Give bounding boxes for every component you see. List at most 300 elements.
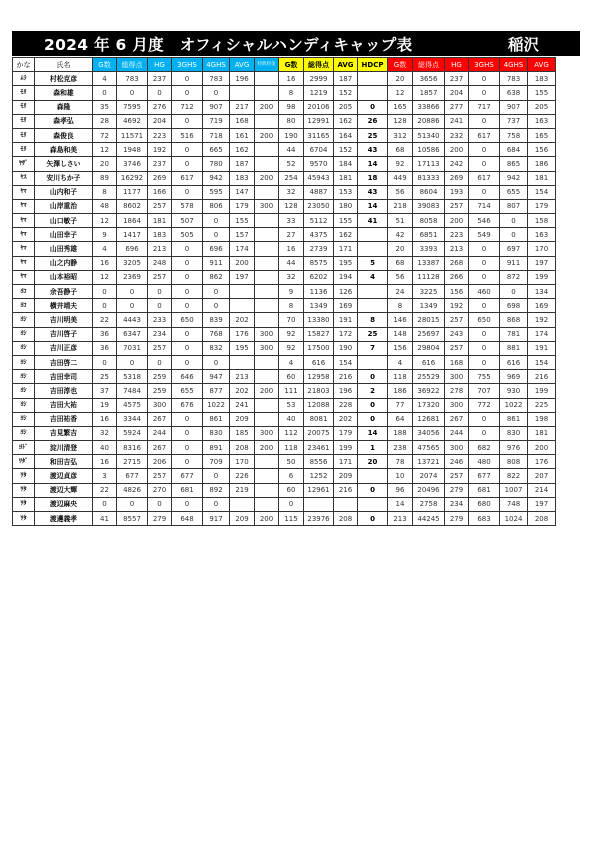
- kana-cell: ﾜﾀ: [13, 469, 35, 483]
- value-cell: 6: [279, 469, 304, 483]
- value-cell: [255, 228, 279, 242]
- column-header: 3GHS: [172, 58, 203, 72]
- value-cell: 267: [445, 412, 469, 426]
- value-cell: 112: [279, 426, 304, 440]
- value-cell: 21803: [304, 384, 334, 398]
- value-cell: 223: [445, 228, 469, 242]
- value-cell: 188: [388, 426, 413, 440]
- column-header: AVG: [528, 58, 556, 72]
- value-cell: 300: [148, 398, 172, 412]
- value-cell: 0: [172, 185, 203, 199]
- value-cell: 911: [500, 256, 528, 270]
- name-cell: 村松克彦: [35, 72, 93, 86]
- value-cell: 0: [172, 497, 203, 511]
- table-row: [13, 72, 556, 86]
- value-cell: 196: [334, 384, 358, 398]
- value-cell: 205: [334, 100, 358, 114]
- hdcp-cell: [358, 355, 388, 369]
- kana-cell: ﾑﾗ: [13, 72, 35, 86]
- table-row: [13, 100, 556, 114]
- value-cell: [255, 86, 279, 100]
- name-cell: 淀川清登: [35, 441, 93, 455]
- value-cell: 578: [172, 199, 203, 213]
- kana-cell: ﾖｼ: [13, 412, 35, 426]
- value-cell: 0: [469, 341, 500, 355]
- value-cell: 546: [469, 214, 500, 228]
- value-cell: 7031: [117, 341, 148, 355]
- value-cell: 68: [388, 256, 413, 270]
- column-header: G数: [388, 58, 413, 72]
- value-cell: 277: [445, 100, 469, 114]
- value-cell: [255, 469, 279, 483]
- value-cell: 170: [528, 242, 556, 256]
- value-cell: 617: [469, 128, 500, 142]
- column-header: 4GHS: [203, 58, 230, 72]
- value-cell: 0: [203, 228, 230, 242]
- value-cell: 42: [388, 228, 413, 242]
- value-cell: 128: [279, 199, 304, 213]
- value-cell: 153: [334, 185, 358, 199]
- value-cell: 707: [469, 384, 500, 398]
- value-cell: 507: [172, 214, 203, 228]
- kana-cell: ﾔﾏ: [13, 214, 35, 228]
- value-cell: 92: [279, 341, 304, 355]
- value-cell: 208: [528, 512, 556, 526]
- hdcp-cell: 0: [358, 483, 388, 497]
- value-cell: [255, 412, 279, 426]
- value-cell: 209: [230, 412, 255, 426]
- value-cell: 28: [93, 114, 117, 128]
- table-row: [13, 157, 556, 171]
- value-cell: 80: [279, 114, 304, 128]
- value-cell: 16: [93, 412, 117, 426]
- value-cell: 12991: [304, 114, 334, 128]
- value-cell: 4887: [304, 185, 334, 199]
- value-cell: 2739: [304, 242, 334, 256]
- value-cell: 161: [230, 128, 255, 142]
- value-cell: 241: [230, 398, 255, 412]
- name-cell: 安川ちか子: [35, 171, 93, 185]
- name-cell: 吉川正彦: [35, 341, 93, 355]
- value-cell: 164: [334, 128, 358, 142]
- value-cell: 13380: [304, 313, 334, 327]
- value-cell: 44: [279, 143, 304, 157]
- column-header: G数: [279, 58, 304, 72]
- value-cell: 17113: [413, 157, 445, 171]
- value-cell: 22: [93, 313, 117, 327]
- value-cell: 2715: [117, 455, 148, 469]
- value-cell: [255, 270, 279, 284]
- value-cell: 768: [203, 327, 230, 341]
- value-cell: 0: [203, 214, 230, 228]
- column-header: 総得点: [304, 58, 334, 72]
- value-cell: 0: [148, 355, 172, 369]
- value-cell: 480: [469, 455, 500, 469]
- value-cell: 8: [279, 86, 304, 100]
- value-cell: 200: [255, 512, 279, 526]
- value-cell: 195: [334, 256, 358, 270]
- value-cell: 872: [500, 270, 528, 284]
- value-cell: 12: [93, 270, 117, 284]
- value-cell: 192: [445, 299, 469, 313]
- value-cell: 155: [528, 86, 556, 100]
- value-cell: 907: [500, 100, 528, 114]
- value-cell: 44: [279, 256, 304, 270]
- value-cell: 911: [203, 256, 230, 270]
- value-cell: 20075: [304, 426, 334, 440]
- value-cell: 3225: [413, 285, 445, 299]
- value-cell: 23050: [304, 199, 334, 213]
- value-cell: 34056: [413, 426, 445, 440]
- hdcp-cell: [358, 469, 388, 483]
- value-cell: 115: [279, 512, 304, 526]
- value-cell: 193: [445, 185, 469, 199]
- value-cell: 183: [148, 228, 172, 242]
- value-cell: 92: [388, 157, 413, 171]
- value-cell: 181: [528, 171, 556, 185]
- column-header: 総得点: [413, 58, 445, 72]
- name-cell: 吉田啓二: [35, 355, 93, 369]
- value-cell: 89: [93, 171, 117, 185]
- value-cell: 0: [172, 86, 203, 100]
- kana-cell: ﾖｺ: [13, 285, 35, 299]
- value-cell: 2369: [117, 270, 148, 284]
- value-cell: 0: [93, 86, 117, 100]
- value-cell: 126: [334, 285, 358, 299]
- table-row: [13, 228, 556, 242]
- value-cell: 20496: [413, 483, 445, 497]
- value-cell: 257: [148, 199, 172, 213]
- value-cell: 19: [93, 398, 117, 412]
- kana-cell: ﾓﾘ: [13, 114, 35, 128]
- value-cell: 96: [388, 483, 413, 497]
- value-cell: 27: [279, 228, 304, 242]
- value-cell: [334, 497, 358, 511]
- value-cell: 35: [93, 100, 117, 114]
- value-cell: 36922: [413, 384, 445, 398]
- value-cell: 0: [148, 285, 172, 299]
- value-cell: 0: [469, 72, 500, 86]
- value-cell: [255, 143, 279, 157]
- value-cell: 270: [148, 483, 172, 497]
- kana-cell: ﾔﾏ: [13, 242, 35, 256]
- value-cell: 8602: [117, 199, 148, 213]
- value-cell: 677: [469, 469, 500, 483]
- value-cell: 1349: [304, 299, 334, 313]
- value-cell: 0: [93, 285, 117, 299]
- value-cell: [255, 483, 279, 497]
- kana-cell: ﾜﾀﾞ: [13, 455, 35, 469]
- value-cell: 16: [93, 256, 117, 270]
- hdcp-cell: 14: [358, 426, 388, 440]
- value-cell: 23461: [304, 441, 334, 455]
- table-row: [13, 398, 556, 412]
- value-cell: 0: [469, 270, 500, 284]
- value-cell: 234: [445, 497, 469, 511]
- value-cell: 697: [500, 242, 528, 256]
- value-cell: 0: [172, 270, 203, 284]
- value-cell: 197: [230, 270, 255, 284]
- value-cell: 9570: [304, 157, 334, 171]
- value-cell: 680: [469, 497, 500, 511]
- value-cell: 204: [148, 114, 172, 128]
- table-row: [13, 412, 556, 426]
- value-cell: 616: [500, 355, 528, 369]
- value-cell: 780: [203, 157, 230, 171]
- hdcp-cell: 2: [358, 384, 388, 398]
- hdcp-cell: 25: [358, 128, 388, 142]
- value-cell: 0: [148, 299, 172, 313]
- hdcp-cell: [358, 242, 388, 256]
- value-cell: [230, 86, 255, 100]
- value-cell: 969: [500, 370, 528, 384]
- value-cell: 195: [230, 341, 255, 355]
- value-cell: 187: [230, 157, 255, 171]
- value-cell: 0: [500, 285, 528, 299]
- value-cell: 683: [469, 512, 500, 526]
- value-cell: 31165: [304, 128, 334, 142]
- hdcp-cell: 43: [358, 143, 388, 157]
- table-row: [13, 214, 556, 228]
- value-cell: [255, 185, 279, 199]
- value-cell: 202: [230, 384, 255, 398]
- value-cell: 25529: [413, 370, 445, 384]
- hdcp-cell: 4: [358, 270, 388, 284]
- value-cell: 655: [500, 185, 528, 199]
- value-cell: 155: [230, 214, 255, 228]
- value-cell: 0: [172, 341, 203, 355]
- value-cell: 181: [334, 171, 358, 185]
- value-cell: 681: [469, 483, 500, 497]
- value-cell: 0: [469, 426, 500, 440]
- table-row: [13, 199, 556, 213]
- value-cell: 7595: [117, 100, 148, 114]
- hdcp-cell: [358, 497, 388, 511]
- value-cell: 11128: [413, 270, 445, 284]
- value-cell: 8: [279, 299, 304, 313]
- value-cell: [304, 497, 334, 511]
- value-cell: 0: [469, 256, 500, 270]
- value-cell: 6347: [117, 327, 148, 341]
- value-cell: 881: [500, 341, 528, 355]
- kana-cell: ﾖｺ: [13, 299, 35, 313]
- value-cell: 56: [388, 185, 413, 199]
- value-cell: 50: [279, 455, 304, 469]
- value-cell: 223: [148, 128, 172, 142]
- value-cell: 23976: [304, 512, 334, 526]
- value-cell: 460: [469, 285, 500, 299]
- table-row: [13, 143, 556, 157]
- value-cell: 200: [255, 100, 279, 114]
- kana-cell: ﾖﾄﾞ: [13, 441, 35, 455]
- value-cell: [255, 242, 279, 256]
- value-cell: 246: [445, 455, 469, 469]
- value-cell: 213: [230, 370, 255, 384]
- value-cell: 216: [334, 370, 358, 384]
- value-cell: 861: [203, 412, 230, 426]
- value-cell: 300: [255, 341, 279, 355]
- name-cell: 森和雄: [35, 86, 93, 100]
- hdcp-cell: 43: [358, 185, 388, 199]
- name-cell: 渡辺麻央: [35, 497, 93, 511]
- value-cell: 0: [203, 285, 230, 299]
- value-cell: 719: [203, 114, 230, 128]
- value-cell: 617: [469, 171, 500, 185]
- name-cell: 吉田淳也: [35, 384, 93, 398]
- name-cell: 吉田幸司: [35, 370, 93, 384]
- value-cell: 0: [172, 72, 203, 86]
- column-header: かな: [13, 58, 35, 72]
- value-cell: 199: [528, 270, 556, 284]
- value-cell: 781: [500, 327, 528, 341]
- name-cell: 山田秀雄: [35, 242, 93, 256]
- table-row: [13, 313, 556, 327]
- value-cell: 22: [93, 483, 117, 497]
- value-cell: 179: [230, 199, 255, 213]
- value-cell: 56: [388, 270, 413, 284]
- value-cell: 190: [334, 341, 358, 355]
- value-cell: 176: [528, 455, 556, 469]
- value-cell: 976: [500, 441, 528, 455]
- table-row: [13, 285, 556, 299]
- value-cell: 648: [172, 512, 203, 526]
- value-cell: 200: [255, 384, 279, 398]
- value-cell: 28015: [413, 313, 445, 327]
- kana-cell: ﾔﾏ: [13, 185, 35, 199]
- value-cell: 8: [93, 185, 117, 199]
- value-cell: 862: [203, 270, 230, 284]
- value-cell: 156: [445, 285, 469, 299]
- value-cell: 696: [203, 242, 230, 256]
- value-cell: 1948: [117, 143, 148, 157]
- value-cell: 20106: [304, 100, 334, 114]
- value-cell: 8556: [304, 455, 334, 469]
- value-cell: 257: [445, 313, 469, 327]
- name-cell: 山之内静: [35, 256, 93, 270]
- value-cell: 183: [230, 171, 255, 185]
- value-cell: 257: [148, 270, 172, 284]
- value-cell: 5924: [117, 426, 148, 440]
- column-header: AVG: [334, 58, 358, 72]
- value-cell: 20: [388, 242, 413, 256]
- value-cell: 8604: [413, 185, 445, 199]
- value-cell: 0: [172, 242, 203, 256]
- value-cell: 0: [469, 114, 500, 128]
- kana-cell: ﾖｼ: [13, 426, 35, 440]
- value-cell: 39083: [413, 199, 445, 213]
- value-cell: 181: [148, 214, 172, 228]
- hdcp-cell: 5: [358, 256, 388, 270]
- column-header: HDCP: [358, 58, 388, 72]
- value-cell: 81333: [413, 171, 445, 185]
- value-cell: 783: [500, 72, 528, 86]
- value-cell: 10586: [413, 143, 445, 157]
- kana-cell: ﾔﾏ: [13, 199, 35, 213]
- value-cell: 0: [469, 242, 500, 256]
- value-cell: 205: [528, 100, 556, 114]
- value-cell: 12958: [304, 370, 334, 384]
- name-cell: 山本裕昭: [35, 270, 93, 284]
- value-cell: 13721: [413, 455, 445, 469]
- value-cell: 78: [388, 455, 413, 469]
- value-cell: 4: [93, 242, 117, 256]
- column-header: 氏名: [35, 58, 93, 72]
- value-cell: 278: [445, 384, 469, 398]
- value-cell: 156: [528, 143, 556, 157]
- name-cell: 森島和美: [35, 143, 93, 157]
- hdcp-cell: 14: [358, 199, 388, 213]
- hdcp-cell: [358, 299, 388, 313]
- value-cell: 169: [334, 299, 358, 313]
- value-cell: 892: [203, 483, 230, 497]
- value-cell: 16: [93, 455, 117, 469]
- hdcp-cell: 0: [358, 512, 388, 526]
- value-cell: 197: [528, 256, 556, 270]
- value-cell: 118: [388, 370, 413, 384]
- value-cell: 25: [93, 370, 117, 384]
- value-cell: 4: [279, 355, 304, 369]
- value-cell: 17500: [304, 341, 334, 355]
- value-cell: 6704: [304, 143, 334, 157]
- name-cell: 矢澤しさい: [35, 157, 93, 171]
- value-cell: 0: [469, 355, 500, 369]
- name-cell: 吉見繁吉: [35, 426, 93, 440]
- value-cell: 0: [93, 355, 117, 369]
- value-cell: 147: [230, 185, 255, 199]
- hdcp-cell: [358, 228, 388, 242]
- value-cell: 266: [445, 270, 469, 284]
- value-cell: 714: [469, 199, 500, 213]
- table-row: [13, 86, 556, 100]
- value-cell: 868: [500, 313, 528, 327]
- value-cell: 646: [172, 370, 203, 384]
- value-cell: 204: [445, 86, 469, 100]
- value-cell: 1022: [203, 398, 230, 412]
- kana-cell: ﾖｼ: [13, 341, 35, 355]
- value-cell: 228: [334, 398, 358, 412]
- value-cell: 839: [203, 313, 230, 327]
- value-cell: 33: [279, 214, 304, 228]
- value-cell: 77: [388, 398, 413, 412]
- value-cell: 237: [445, 72, 469, 86]
- value-cell: 234: [148, 327, 172, 341]
- value-cell: 650: [469, 313, 500, 327]
- value-cell: 0: [469, 412, 500, 426]
- value-cell: 154: [528, 355, 556, 369]
- value-cell: 0: [500, 214, 528, 228]
- kana-cell: ﾜﾀ: [13, 497, 35, 511]
- value-cell: 300: [255, 426, 279, 440]
- value-cell: 891: [203, 441, 230, 455]
- table-row: [13, 256, 556, 270]
- name-cell: 森俊良: [35, 128, 93, 142]
- value-cell: 696: [117, 242, 148, 256]
- value-cell: 0: [500, 228, 528, 242]
- value-cell: 595: [203, 185, 230, 199]
- value-cell: 0: [172, 114, 203, 128]
- value-cell: 549: [469, 228, 500, 242]
- value-cell: 681: [172, 483, 203, 497]
- table-row: [13, 327, 556, 341]
- value-cell: [230, 497, 255, 511]
- value-cell: 8575: [304, 256, 334, 270]
- hdcp-cell: [358, 86, 388, 100]
- value-cell: 0: [172, 426, 203, 440]
- value-cell: [230, 285, 255, 299]
- value-cell: 0: [469, 157, 500, 171]
- value-cell: 1857: [413, 86, 445, 100]
- value-cell: 257: [445, 199, 469, 213]
